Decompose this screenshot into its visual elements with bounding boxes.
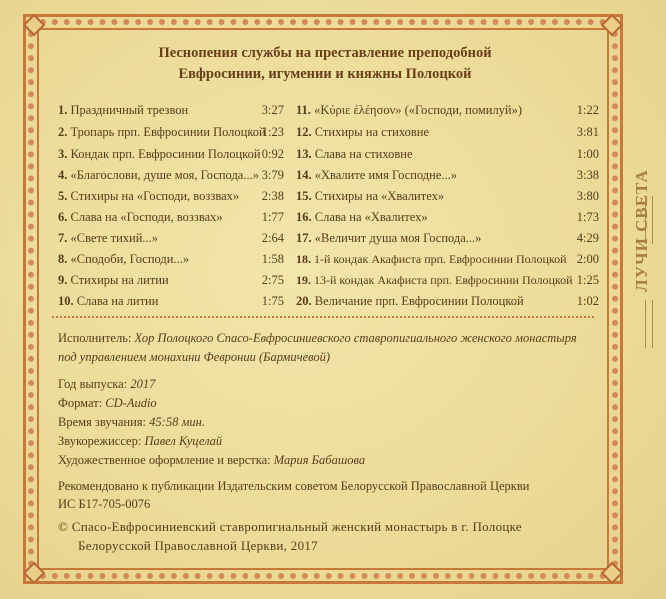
track-item: 11. «Κύριε ἐλέησον» («Господи, помилуй») <box>296 103 523 117</box>
track-item: 18. 1-й кондак Акафиста прп. Евфросинии Полоцкой <box>296 252 567 266</box>
performer-line2: под управлением монахини Февронии (Бармичевой) <box>58 350 331 364</box>
track-item: 1. Праздничный трезвон <box>58 103 189 117</box>
track-item: 14. «Хвалите имя Господне...» <box>296 168 457 182</box>
track-item: 15. Стихиры на «Хвалитех» <box>296 189 445 203</box>
track-duration: 0:92 <box>261 147 284 161</box>
track-duration: 2:38 <box>261 189 284 203</box>
track-duration: 1:77 <box>261 210 284 224</box>
track-item: 2. Тропарь прп. Евфросинии Полоцкой <box>58 125 266 139</box>
copyright-line2: Белорусской Православной Церкви, 2017 <box>78 538 318 553</box>
track-duration: 1:73 <box>576 210 599 224</box>
track-duration: 2:64 <box>261 231 284 245</box>
dotted-divider <box>52 316 594 318</box>
album-title-line1: Песнопения службы на преставление преподобной <box>158 45 492 61</box>
track-item: 10. Слава на литии <box>58 294 159 308</box>
track-item: 20. Величание прп. Евфросинии Полоцкой <box>296 294 524 308</box>
track-duration: 3:27 <box>261 103 284 117</box>
track-duration: 1:25 <box>576 273 599 287</box>
track-item: 7. «Свете тихий...» <box>58 231 159 245</box>
track-duration: 3:79 <box>261 168 284 182</box>
isbn-code: ИС Б17-705-0076 <box>58 497 151 511</box>
track-duration: 3:80 <box>576 189 599 203</box>
track-duration: 1:22 <box>576 103 599 117</box>
track-duration: 1:58 <box>261 252 284 266</box>
spine-ornament-icon <box>645 300 653 348</box>
track-item: 6. Слава на «Господи, воззвах» <box>58 210 223 224</box>
spine-label: ЛУЧИ СВЕТА <box>632 169 651 292</box>
track-duration: 3:38 <box>576 168 599 182</box>
track-item: 3. Кондак прп. Евфросинии Полоцкой <box>58 147 261 161</box>
album-title-line2: Евфросинии, игумении и княжны Полоцкой <box>178 66 472 82</box>
publishing-recommendation: Рекомендовано к публикации Издательским советом Белорусской Православной Церкви <box>58 479 530 493</box>
track-item: 5. Стихиры на «Господи, воззвах» <box>58 189 240 203</box>
format: Формат: CD-Audio <box>58 396 157 410</box>
track-item: 8. «Сподоби, Господи...» <box>58 252 190 266</box>
track-duration: 1:75 <box>261 294 284 308</box>
track-duration: 4:29 <box>576 231 599 245</box>
track-duration: 1:00 <box>576 147 599 161</box>
track-duration: 1:23 <box>261 125 284 139</box>
duration: Время звучания: 45:58 мин. <box>58 415 205 429</box>
track-duration: 2:00 <box>576 252 599 266</box>
track-item: 16. Слава на «Хвалитех» <box>296 210 428 224</box>
track-item: 17. «Величит душа моя Господа...» <box>296 231 482 245</box>
track-duration: 1:02 <box>576 294 599 308</box>
release-year: Год выпуска: 2017 <box>58 377 156 391</box>
track-item: 12. Стихиры на стиховне <box>296 125 430 139</box>
copyright-line1: © Спасо-Евфросиниевский ставропигиальный женский монастырь в г. Полоцке <box>58 519 523 534</box>
track-item: 19. 13-й кондак Акафиста прп. Евфросинии Полоцкой <box>296 273 573 287</box>
performer-line1: Исполнитель: Хор Полоцкого Спасо-Евфросиниевского ставропигиального женского монастыря <box>58 331 577 345</box>
track-duration: 2:75 <box>261 273 284 287</box>
track-duration: 3:81 <box>576 125 599 139</box>
track-item: 4. «Благослови, душе моя, Господа...» <box>58 168 259 182</box>
art-design: Художественное оформление и верстка: Мария Бабашова <box>58 453 366 467</box>
track-item: 9. Стихиры на литии <box>58 273 169 287</box>
track-item: 13. Слава на стиховне <box>296 147 413 161</box>
sound-engineer: Звукорежиссер: Павел Куцелай <box>58 434 223 448</box>
